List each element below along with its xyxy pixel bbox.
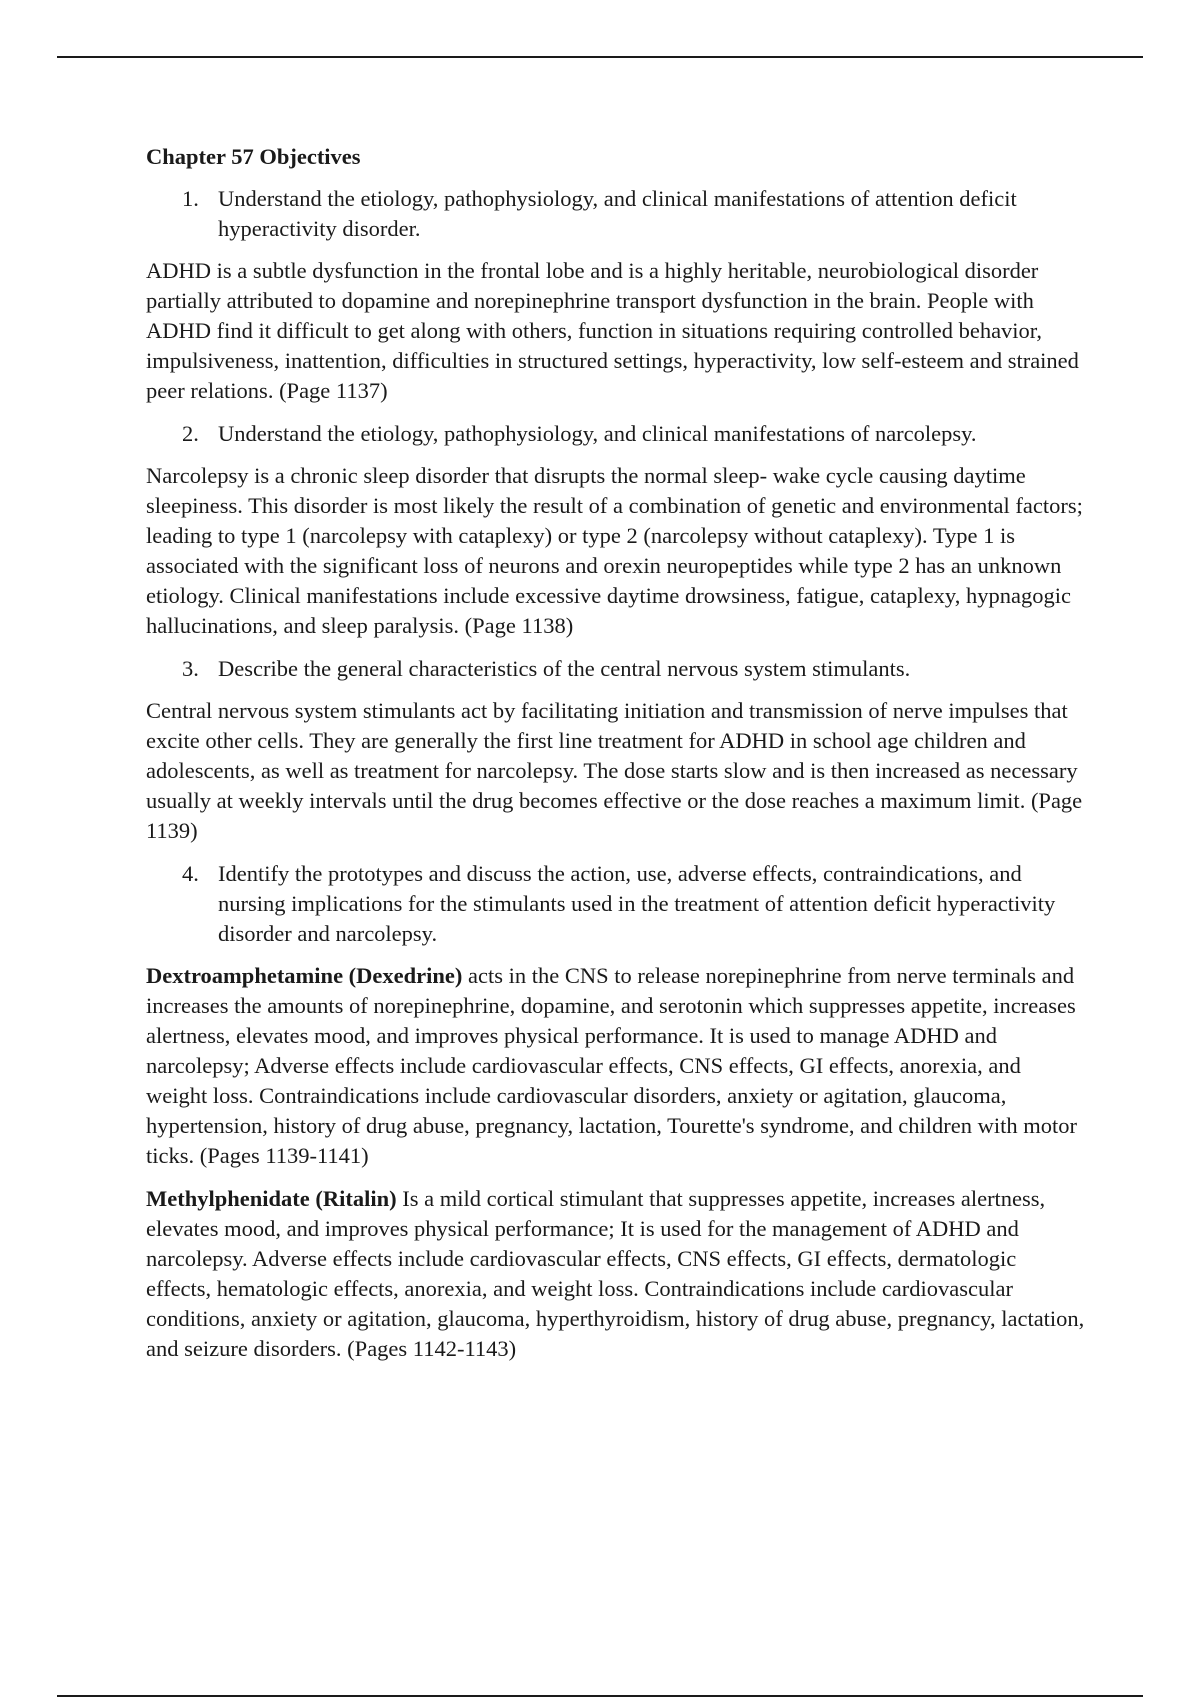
page-title: Chapter 57 Objectives	[146, 144, 361, 169]
objective-item-3	[182, 654, 1086, 684]
objective-text: Understand the etiology, pathophysiology, and clinical manifestations of attention deficit hyperactivity disorder.	[218, 186, 1017, 241]
objective-number: 3.	[182, 656, 199, 681]
answer-paragraph-cns-stimulants: Central nervous system stimulants act by facilitating initiation and transmission of nerve impulses that excite other cells. They are generally the first line treatment for ADHD in school age children and adolescents, as well as treatment for narcolepsy. The dose starts slow and is then increased as necessary usually at weekly intervals until the drug becomes effective or the dose reaches a maximum limit. (Page 1139)	[146, 698, 1083, 843]
drug-name-bold: Dextroamphetamine (Dexedrine)	[146, 963, 463, 988]
objective-number: 1.	[182, 186, 199, 211]
objective-number: 2.	[182, 421, 199, 446]
objective-text: Identify the prototypes and discuss the action, use, adverse effects, contraindications, and nursing implications for the stimulants used in the treatment of attention deficit hyperactivity disorder and narcolepsy.	[218, 861, 1056, 946]
answer-paragraph-adhd: ADHD is a subtle dysfunction in the frontal lobe and is a highly heritable, neurobiological disorder partially attributed to dopamine and norepinephrine transport dysfunction in the brain. People with ADHD find it difficult to get along with others, function in situations requiring controlled behavior, impulsiveness, inattention, difficulties in structured settings, hyperactivity, low self-esteem and strained peer relations. (Page 1137)	[146, 258, 1079, 403]
answer-paragraph-narcolepsy: Narcolepsy is a chronic sleep disorder that disrupts the normal sleep- wake cycle causing daytime sleepiness. This disorder is most likely the result of a combination of genetic and environmental factors; leading to type 1 (narcolepsy with cataplexy) or type 2 (narcolepsy without cataplexy). Type 1 is associated with the significant loss of neurons and orexin neuropeptides while type 2 has an unknown etiology. Clinical manifestations include excessive daytime drowsiness, fatigue, cataplexy, hypnagogic hallucinations, and sleep paralysis. (Page 1138)	[146, 463, 1083, 638]
answer-paragraph-methylphenidate	[146, 1184, 1086, 1364]
objective-item-2	[182, 419, 1086, 449]
drug-description: acts in the CNS to release norepinephrine from nerve terminals and increases the amounts of norepinephrine, dopamine, and serotonin which suppresses appetite, increases alertness, elevates mood, and improves physical performance. It is used to manage ADHD and narcolepsy; Adverse effects include cardiovascular effects, CNS effects, GI effects, anorexia, and weight loss. Contraindications include cardiovascular disorders, anxiety or agitation, glaucoma, hypertension, history of drug abuse, pregnancy, lactation, Tourette's syndrome, and children with motor ticks. (Pages 1139-1141)	[146, 963, 1078, 1168]
drug-description: Is a mild cortical stimulant that suppresses appetite, increases alertness, elevates mood, and improves physical performance; It is used for the management of ADHD and narcolepsy. Adverse effects include cardiovascular effects, CNS effects, GI effects, dermatologic effects, hematologic effects, anorexia, and weight loss. Contraindications include cardiovascular conditions, anxiety or agitation, glaucoma, hyperthyroidism, history of drug abuse, pregnancy, lactation, and seizure disorders. (Pages 1142-1143)	[146, 1186, 1085, 1361]
objective-text: Understand the etiology, pathophysiology, and clinical manifestations of narcolepsy.	[218, 421, 977, 446]
answer-paragraph-dextroamphetamine	[146, 961, 1086, 1171]
objective-item-4	[182, 859, 1086, 949]
drug-name-bold: Methylphenidate (Ritalin)	[146, 1186, 397, 1211]
objective-text: Describe the general characteristics of the central nervous system stimulants.	[218, 656, 911, 681]
objective-item-1	[182, 184, 1086, 244]
document-body	[146, 142, 1086, 1377]
objective-number: 4.	[182, 861, 199, 886]
footer-rule	[57, 1695, 1143, 1697]
header-rule	[57, 56, 1143, 58]
